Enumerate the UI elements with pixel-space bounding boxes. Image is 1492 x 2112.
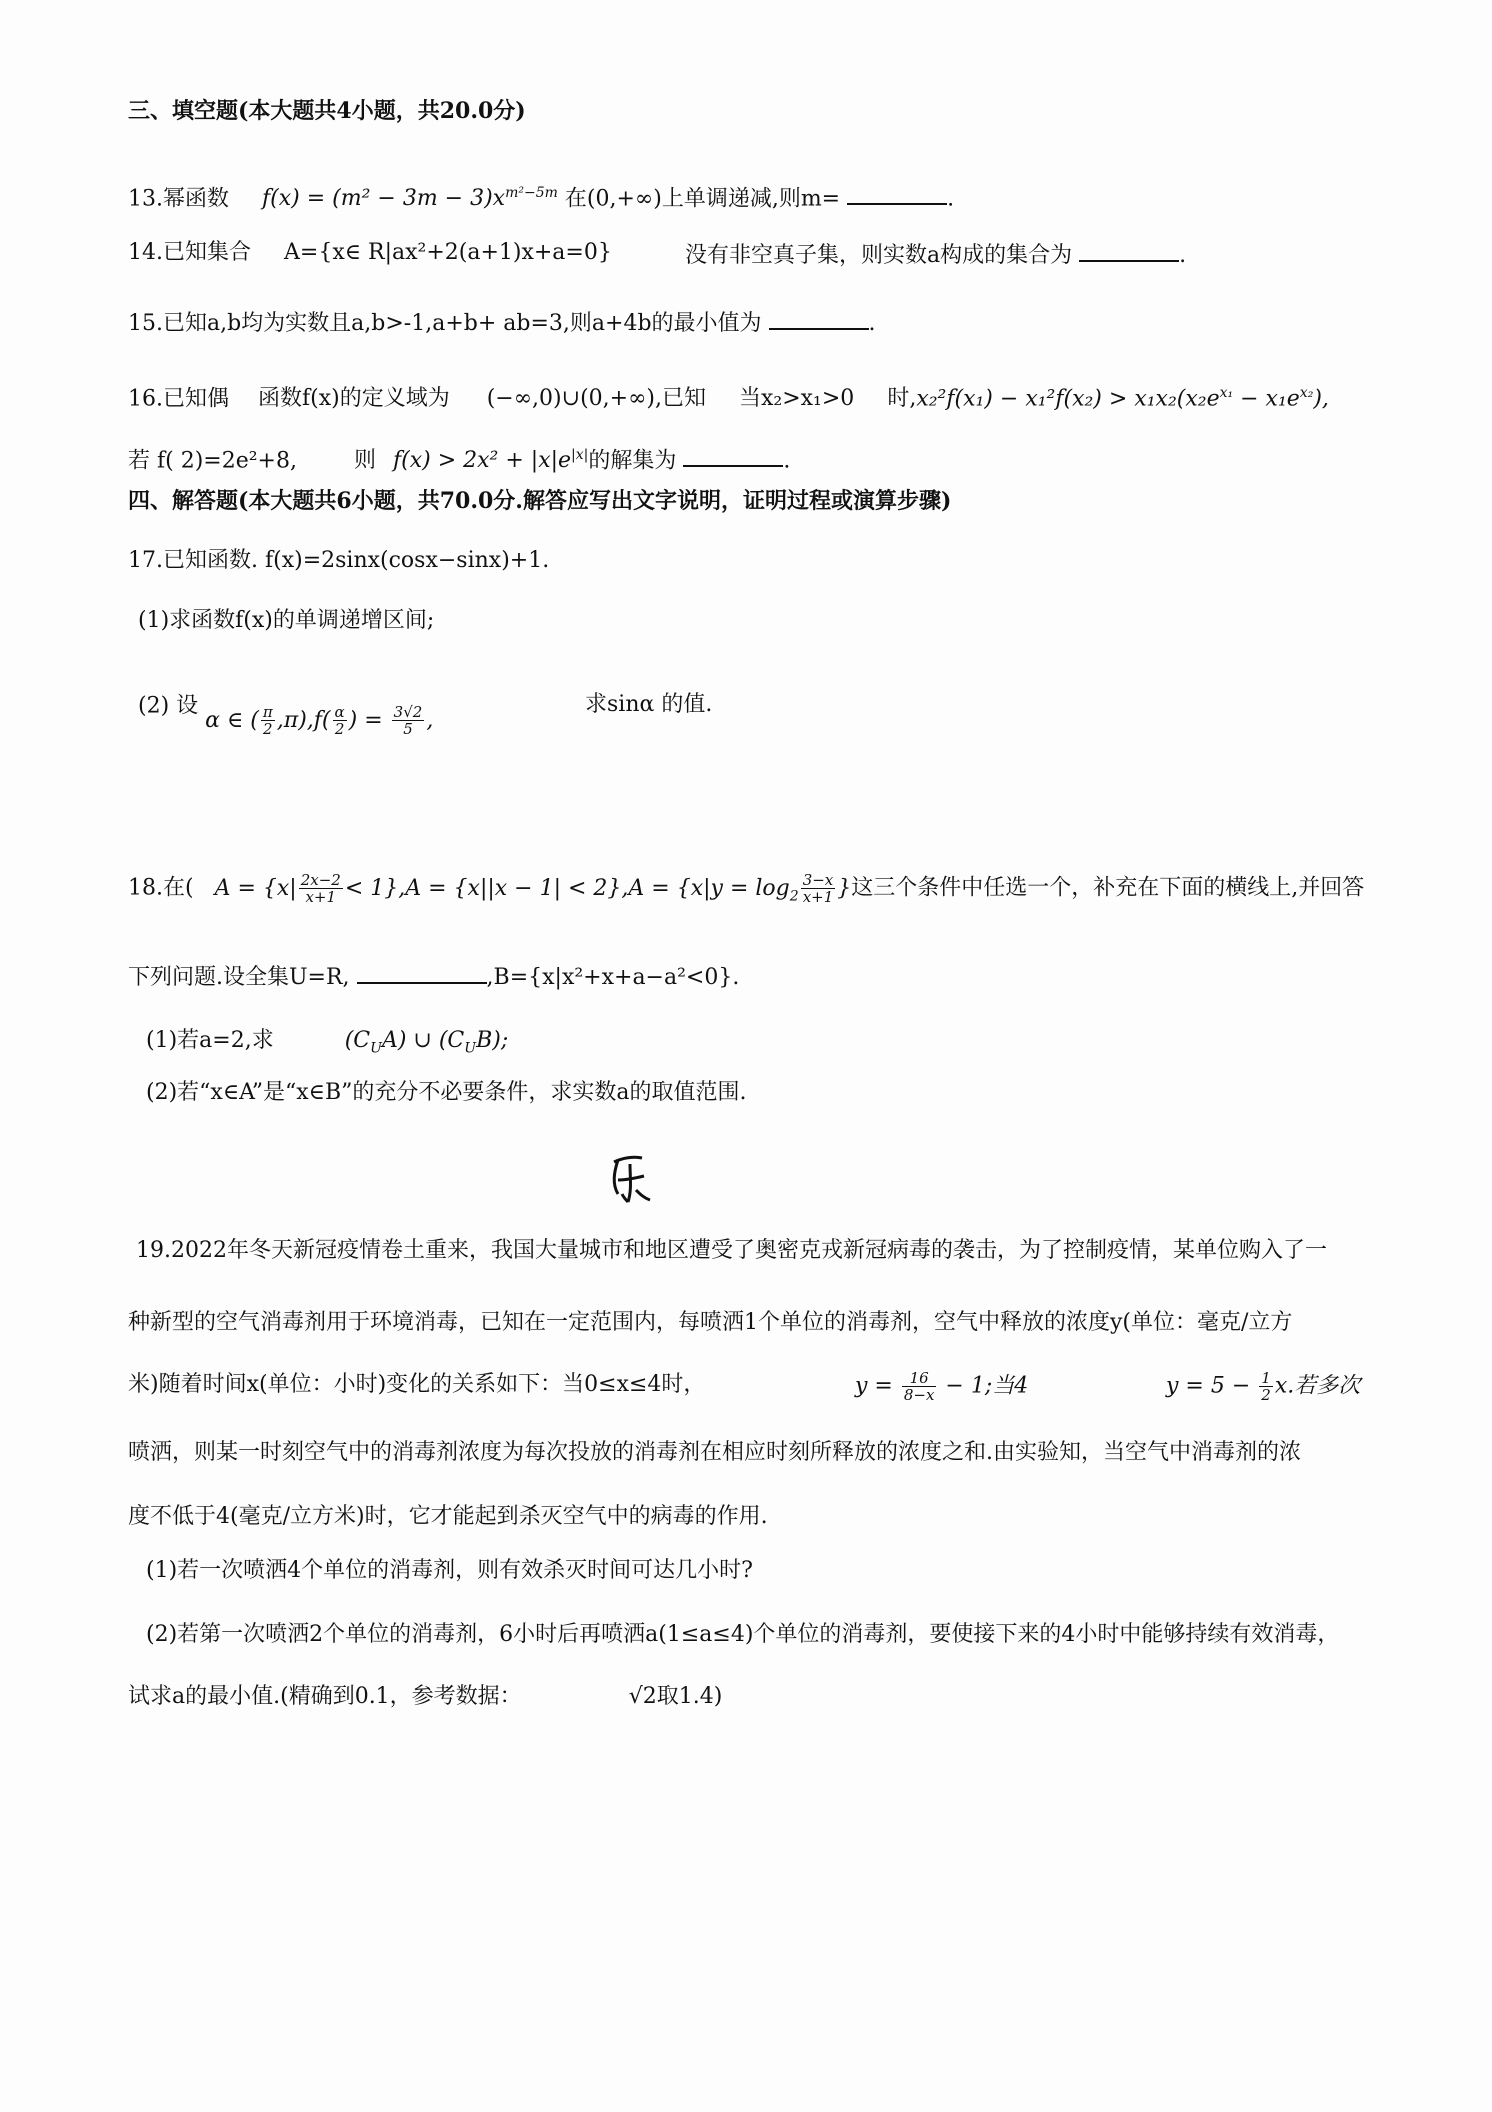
q18-universe: 下列问题.设全集U=R, xyxy=(128,965,350,990)
q19-y1: y = xyxy=(855,1373,900,1399)
q18-part1-text: (1)若a=2,求 xyxy=(146,1028,274,1053)
q17-eq: ) = xyxy=(348,707,390,733)
q13-domain: 在(0,+∞)上单调递减,则m= xyxy=(564,186,841,212)
q18-frac1 xyxy=(299,872,343,905)
q17-frac-alpha xyxy=(333,704,347,737)
q17-alpha: α ∈ ( xyxy=(205,707,259,733)
q18-tail: 这三个条件中任选一个，补充在下面的横线上,并回答 xyxy=(851,875,1365,901)
q16-target-exp: |x| xyxy=(571,447,589,463)
q18-choice-blank[interactable] xyxy=(357,960,487,984)
q18-frac1-num: 2x−2 xyxy=(300,871,341,889)
question-19-line2: 种新型的空气消毒剂用于环境消毒，已知在一定范围内，每喷洒1个单位的消毒剂，空气中释放的浓度y(单位：毫克/立方 xyxy=(128,1310,1293,1335)
q17-comma: , xyxy=(426,707,434,733)
q17-frac-pi xyxy=(261,704,275,737)
q18-expr-2: A) ∪ (C xyxy=(381,1028,465,1053)
q14-rest-text: 没有非空真子集，则实数a构成的集合为 xyxy=(685,243,1073,268)
section-3-title: 三、填空题(本大题共4小题，共20.0分) xyxy=(128,98,526,124)
q17-part2-label: (2) 设 xyxy=(138,693,199,719)
section-4-title: 四、解答题(本大题共6小题，共70.0分.解答应写出文字说明，证明过程或演算步骤) xyxy=(128,488,952,514)
q19-formula2-tail: x.若多次 xyxy=(1274,1373,1361,1399)
q18-cond1-b: < 1},A = {x||x − 1| < 2},A = xyxy=(344,875,677,901)
q18-log-base: 2 xyxy=(789,887,799,904)
q16-solution-set: 的解集为 xyxy=(588,448,677,474)
q19-frac2-den: 2 xyxy=(1261,1386,1271,1404)
q16-part2: 时, xyxy=(887,386,917,412)
q18-expr-sub1: U xyxy=(370,1040,382,1057)
q18-frac3-num: 3−x xyxy=(802,871,834,889)
q18-part1 xyxy=(146,1026,508,1063)
q14-rest xyxy=(685,238,1186,271)
question-17: 17.已知函数. f(x)=2sinx(cosx−sinx)+1. xyxy=(128,548,550,573)
q18-cond3-b: } xyxy=(837,875,852,901)
question-19-line1: 19.2022年冬天新冠疫情卷土重来，我国大量城市和地区遭受了奥密克戎新冠病毒的袭击，为了控制疫情，某单位购入了一 xyxy=(136,1238,1327,1263)
question-16 xyxy=(128,378,1329,414)
question-19-line5: 度不低于4(毫克/立方米)时，它才能起到杀灭空气中的病毒的作用. xyxy=(128,1504,768,1529)
q16-exp1: x₁ xyxy=(1219,385,1234,401)
question-19-line4: 喷洒，则某一时刻空气中的消毒剂浓度为每次投放的消毒剂在相应时刻所释放的浓度之和.由实验知，当空气中消毒剂的浓 xyxy=(128,1440,1301,1465)
q16-target-ineq: f(x) > 2x² + |x|e xyxy=(393,448,572,474)
q13-answer-blank[interactable] xyxy=(847,181,947,205)
q17-condition xyxy=(205,703,434,738)
q17-frac-value-num: 3√2 xyxy=(393,703,423,721)
q13-function: f(x) = (m² − 3m − 3)x xyxy=(262,186,506,212)
q18-lead: 18.在( xyxy=(128,875,194,901)
q18-line2 xyxy=(128,960,739,993)
q18-expr-3: B); xyxy=(476,1028,509,1053)
q17-frac-pi-den: 2 xyxy=(263,720,273,738)
q18-frac3 xyxy=(801,872,836,905)
q17-part1: (1)求函数f(x)的单调递增区间; xyxy=(138,608,435,633)
q16-close: ), xyxy=(1313,386,1329,412)
q16-exp2: x₂ xyxy=(1299,385,1314,401)
q18-part1-expr xyxy=(344,1028,509,1057)
q17-frac-alpha-den: 2 xyxy=(334,720,345,738)
q19-frac2 xyxy=(1259,1370,1273,1403)
q16-inequality: x₂²f(x₁) − x₁²f(x₂) > x₁x₂(x₂e xyxy=(916,386,1220,412)
q13-exponent: m²−5m xyxy=(505,185,558,201)
q18-cond3-a: {x|y = log xyxy=(676,875,790,901)
question-14 xyxy=(128,238,612,268)
q17-frac-pi-num: π xyxy=(262,703,273,721)
question-15 xyxy=(128,306,876,339)
q18-expr-sub2: U xyxy=(464,1040,477,1057)
q19-y2: y = 5 − xyxy=(1166,1373,1258,1399)
q14-period: . xyxy=(1179,243,1187,268)
q18-frac3-den: x+1 xyxy=(802,888,834,906)
q18-conditions xyxy=(214,871,852,906)
handwritten-mark xyxy=(600,1150,660,1210)
q19-part1: (1)若一次喷洒4个单位的消毒剂，则有效杀灭时间可达几小时? xyxy=(146,1558,753,1583)
q19-formula1-tail: − 1;当4 xyxy=(938,1373,1029,1399)
q17-frac-alpha-num: α xyxy=(334,703,345,721)
q16-then: 则 xyxy=(354,448,377,474)
q13-number: 13.幂函数 xyxy=(128,186,229,212)
q19-frac2-num: 1 xyxy=(1261,1369,1271,1387)
q17-frac-value xyxy=(392,704,425,737)
q19-formula1 xyxy=(855,1370,1028,1403)
question-19-line3: 米)随着时间x(单位：小时)变化的关系如下：当0≤x≤4时， xyxy=(128,1372,706,1397)
q16-domain: (−∞,0)∪(0,+∞),已知 xyxy=(486,386,706,412)
q17-frac-value-den: 5 xyxy=(403,720,413,738)
q19-frac1 xyxy=(902,1370,937,1403)
q15-answer-blank[interactable] xyxy=(769,306,869,330)
q19-frac1-den: 8−x xyxy=(903,1386,935,1404)
q18-expr-1: (C xyxy=(344,1028,371,1053)
q16-mid: − x₁e xyxy=(1233,386,1300,412)
q16-part1: 函数f(x)的定义域为 xyxy=(258,386,450,412)
q16-answer-blank[interactable] xyxy=(683,443,783,467)
q17-pi: ,π),f( xyxy=(276,707,331,733)
q14-set: A={x∈ R|ax²+2(a+1)x+a=0} xyxy=(284,240,612,265)
q18-part2: (2)若“x∈A”是“x∈B”的充分不必要条件，求实数a的取值范围. xyxy=(146,1080,747,1105)
q19-sqrt-note: √2取1.4) xyxy=(628,1684,723,1709)
q16-given: 若 f( 2)=2e²+8, xyxy=(128,448,297,474)
q19-line7 xyxy=(128,1682,722,1712)
q15-period: . xyxy=(868,311,876,336)
q17-part2-ask: 求sinα 的值. xyxy=(585,692,713,717)
q18-set-b: ,B={x|x²+x+a−a²<0}. xyxy=(486,965,740,990)
q18-cond1-a: A = {x| xyxy=(214,875,297,901)
q19-frac1-num: 16 xyxy=(902,1370,937,1387)
q19-line7-text: 试求a的最小值.(精确到0.1，参考数据： xyxy=(128,1684,522,1709)
q19-formula2 xyxy=(1166,1370,1360,1403)
q18-frac1-den: x+1 xyxy=(305,888,337,906)
q13-period: . xyxy=(947,186,955,212)
q16-period: . xyxy=(783,448,791,474)
q16-number: 16.已知偶 xyxy=(128,386,229,412)
q16-condition: 当x₂>x₁>0 xyxy=(738,386,855,412)
q17-part2 xyxy=(138,690,434,738)
q14-number: 14.已知集合 xyxy=(128,240,251,265)
question-16-line2 xyxy=(128,440,790,476)
question-13 xyxy=(128,178,954,214)
q15-text: 15.已知a,b均为实数且a,b>-1,a+b+ ab=3,则a+4b的最小值为 xyxy=(128,311,762,336)
question-18 xyxy=(128,872,1364,911)
q14-answer-blank[interactable] xyxy=(1079,238,1179,262)
q19-part2: (2)若第一次喷洒2个单位的消毒剂，6小时后再喷洒a(1≤a≤4)个单位的消毒剂，要使接下来的4小时中能够持续有效消毒， xyxy=(146,1622,1340,1647)
